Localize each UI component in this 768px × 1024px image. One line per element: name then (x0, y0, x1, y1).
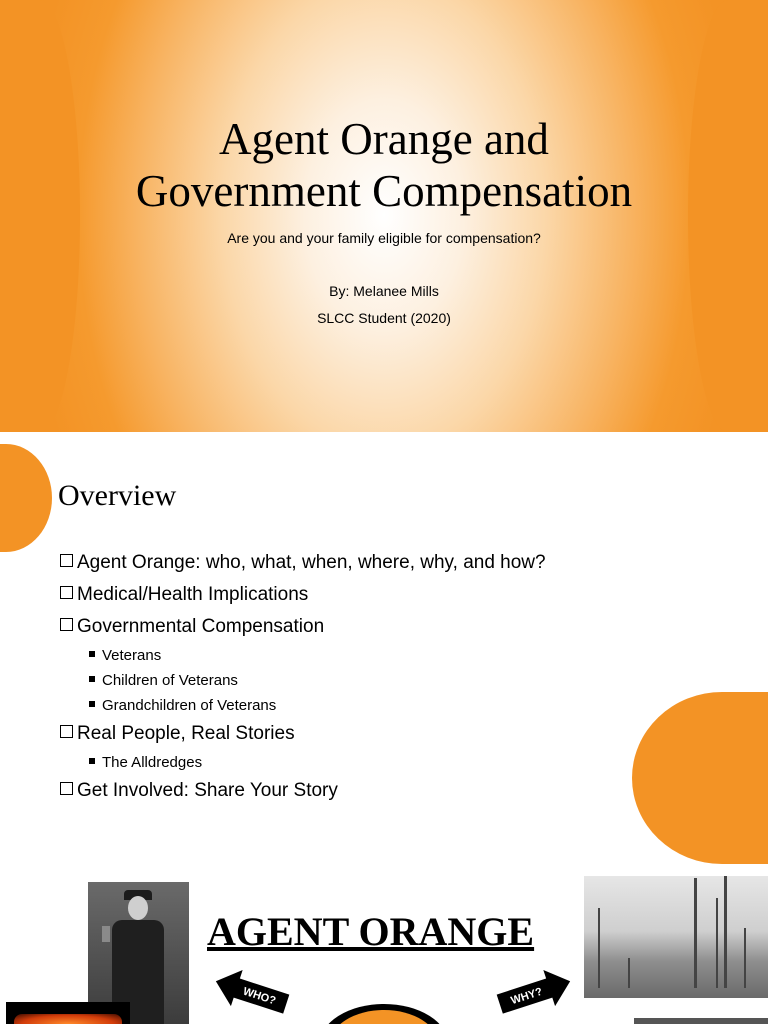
explosion-photo (6, 1002, 130, 1024)
author-byline: By: Melanee Mills (329, 283, 439, 299)
overview-item (60, 721, 546, 753)
overview-item-text: Real People, Real Stories (77, 723, 295, 744)
right-orange-tab (632, 692, 768, 864)
square-bullet-icon (89, 651, 95, 657)
title-line-2: Government Compensation (135, 166, 633, 216)
overview-subitem-text: Children of Veterans (102, 672, 238, 689)
overview-item-text: Get Involved: Share Your Story (77, 780, 338, 801)
checkbox-bullet-icon (60, 725, 73, 738)
overview-subitem (60, 753, 546, 778)
overview-item-text: Governmental Compensation (77, 616, 325, 637)
overview-subitem (60, 671, 546, 696)
who-arrow-label: WHO? (241, 985, 278, 1008)
overview-subitem (60, 696, 546, 721)
agent-orange-emblem (320, 1004, 448, 1024)
overview-title: Overview (58, 479, 177, 512)
overview-subitem-text: Grandchildren of Veterans (102, 697, 277, 714)
agent-orange-heading: AGENT ORANGE (207, 909, 535, 954)
who-arrow (212, 968, 292, 1018)
why-arrow (494, 968, 574, 1018)
slide-subtitle: Are you and your family eligible for compensation? (227, 230, 541, 246)
agent-orange-slide (0, 864, 768, 1024)
title-line-1: Agent Orange and (219, 114, 549, 164)
checkbox-bullet-icon (60, 554, 73, 567)
overview-item (60, 582, 546, 614)
checkbox-bullet-icon (60, 618, 73, 631)
overview-subitem (60, 646, 546, 671)
author-affiliation: SLCC Student (2020) (317, 310, 451, 326)
slide-title (0, 113, 768, 217)
checkbox-bullet-icon (60, 586, 73, 599)
title-slide (0, 0, 768, 432)
defoliated-forest-photo (584, 876, 768, 998)
why-arrow-label: WHY? (509, 985, 544, 1008)
bottom-right-photo (634, 1018, 768, 1024)
overview-item (60, 550, 546, 582)
square-bullet-icon (89, 701, 95, 707)
overview-item (60, 614, 546, 646)
overview-item-text: Medical/Health Implications (77, 584, 309, 605)
overview-item-text: Agent Orange: who, what, when, where, why, and how? (77, 552, 546, 573)
overview-slide (0, 432, 768, 864)
overview-list (60, 550, 546, 810)
checkbox-bullet-icon (60, 782, 73, 795)
overview-item (60, 778, 546, 810)
square-bullet-icon (89, 758, 95, 764)
left-orange-tab (0, 444, 52, 552)
square-bullet-icon (89, 676, 95, 682)
overview-subitem-text: The Alldredges (102, 754, 203, 771)
overview-subitem-text: Veterans (102, 647, 162, 664)
